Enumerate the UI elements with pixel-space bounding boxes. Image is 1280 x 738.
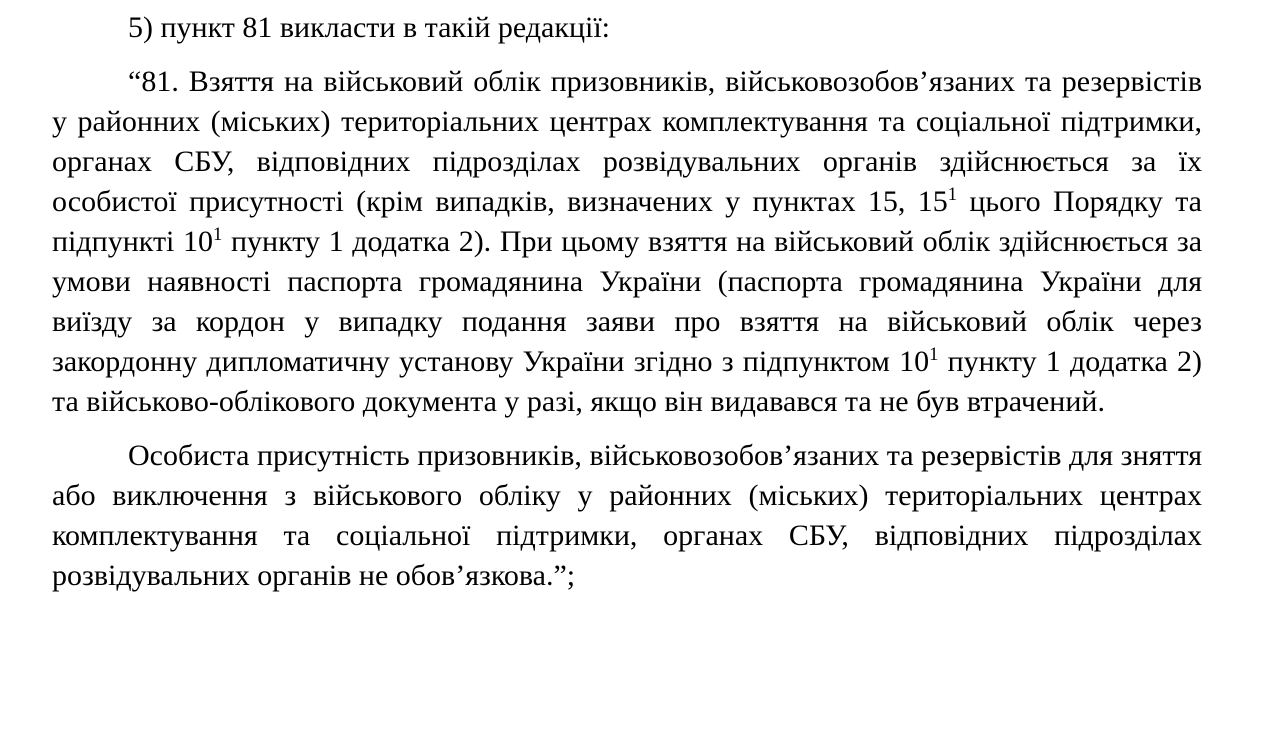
paragraph-text: 5) пункт 81 викласти в такій редакції: bbox=[128, 11, 611, 44]
clause-text-segment-3: пункту 1 додатка 2). При цьому взяття на військовий облік здійснюється за умови наявності паспорта громадянина України (паспорта громадянина України для виїзду за кордон у випадку подання заяви про взяття на військовий облік через закордонну дипломатичну установу України згідно з підпунктом 10 bbox=[52, 225, 1203, 378]
paragraph-item-5 bbox=[52, 8, 1202, 48]
paragraph-clause-81-part-1 bbox=[52, 62, 1202, 422]
clause-text-segment-4: пункту 1 додатка 2) та військово-облікового документа у разі, якщо він видавався та не був втрачений. bbox=[52, 345, 1202, 418]
superscript-one-b: 1 bbox=[213, 224, 223, 245]
superscript-one-c: 1 bbox=[929, 344, 939, 365]
paragraph-text: Особиста присутність призовників, військовозобов’язаних та резервістів для зняття або виключення з військового обліку у районних (міських) територіальних центрах комплектування та соціальної підтримки, органах СБУ, відповідних підрозділах розвідувальних органів не обов’язкова.”; bbox=[52, 439, 1202, 592]
superscript-one-a: 1 bbox=[947, 184, 958, 205]
paragraph-clause-81-part-2 bbox=[52, 436, 1202, 596]
clause-text-segment-1: “81. Взяття на військовий облік призовників, військовозобов’язаних та резервістів у районних (міських) територіальних центрах комплектування та соціальної підтримки, органах СБУ, відповідних підрозділах розвідувальних органів здійснюється за їх особистої присутності (крім випадків, визначених у пунктах 15, 15 bbox=[52, 65, 1202, 218]
clause-text-segment-2: цього Порядку та підпункті 10 bbox=[52, 185, 1202, 258]
